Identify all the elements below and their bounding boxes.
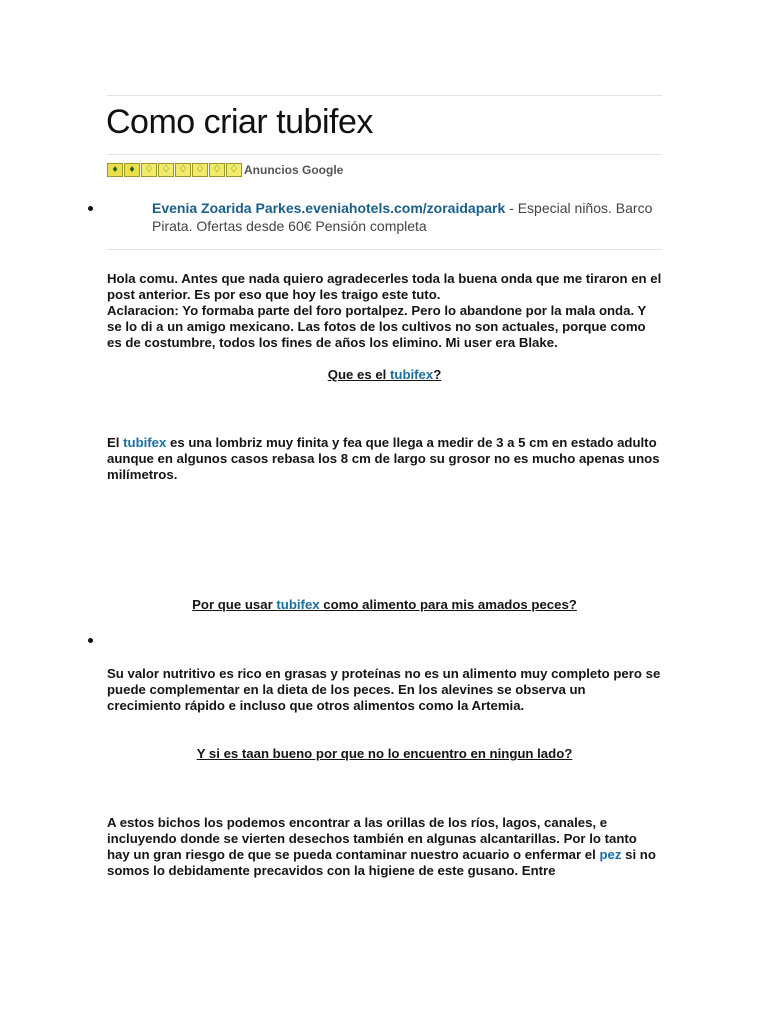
paragraph-3: A estos bichos los podemos encontrar a las orillas de los ríos, lagos, canales, e incluyendo donde se vierten desechos también en algunas alcantarillas. Por lo tanto hay un gran riesgo de que se pueda contaminar nuestro acuario o enfermar el pez si no somos lo debidamente precavidos con la higiene de este gusano. Entre [107, 815, 656, 878]
ad-choice-icon[interactable]: ♢ [226, 163, 242, 177]
ad-link[interactable]: Evenia Zoarida Parkes.eveniahotels.com/zoraidapark [152, 200, 506, 216]
intro-line-2: Aclaracion: Yo formaba parte del foro portalpez. Pero lo abandone por la mala onda. Y se lo di a un amigo mexicano. Las fotos de los cultivos no son actuales, porque como es de costumbre, todos los fines de años los elimino. Mi user era Blake. [107, 303, 647, 350]
page-title: Como criar tubifex [106, 103, 373, 141]
ad-choice-icon[interactable]: ♢ [141, 163, 157, 177]
section-heading-3: Y si es taan bueno por que no lo encuentro en ningun lado? [196, 746, 573, 761]
ad-choice-icon[interactable]: ♢ [209, 163, 225, 177]
ad-choice-icon[interactable]: ♦ [124, 163, 140, 177]
ads-bar [107, 162, 343, 178]
section-heading-2: Por que usar tubifex como alimento para mis amados peces? [192, 597, 577, 612]
section-heading-1: Que es el tubifex? [327, 367, 442, 382]
intro-line-1: Hola comu. Antes que nada quiero agradecerles toda la buena onda que me tiraron en el post anterior. Es por eso que hoy les traigo este tuto. [107, 271, 662, 302]
tubifex-link[interactable]: tubifex [276, 597, 324, 612]
paragraph-1: El tubifex es una lombriz muy finita y fea que llega a medir de 3 a 5 cm en estado adulto aunque en algunos casos rebasa los 8 cm de largo su grosor no es mucho apenas unos milímetros. [107, 435, 660, 482]
tubifex-link[interactable]: tubifex [123, 435, 167, 450]
ad-choice-icon[interactable]: ♢ [192, 163, 208, 177]
ad-choice-icon[interactable]: ♢ [175, 163, 191, 177]
ad-choice-icon[interactable]: ♦ [107, 163, 123, 177]
list-bullet [88, 206, 93, 211]
title-divider [107, 154, 662, 155]
paragraph-2: Su valor nutritivo es rico en grasas y proteínas no es un alimento muy completo pero se puede complementar en la dieta de los peces. En los alevines se observa un crecimiento rápido e incluso que otros alimentos como la Artemia. [107, 666, 661, 713]
tubifex-link[interactable]: tubifex [390, 367, 434, 382]
list-bullet [88, 638, 93, 643]
ad-list-item [152, 199, 662, 235]
top-divider [107, 95, 662, 96]
ads-label[interactable]: Anuncios Google [244, 163, 344, 177]
ad-choice-icon[interactable]: ♢ [158, 163, 174, 177]
ad-description: - Especial niños. Barco Pirata. Ofertas desde 60€ Pensión completa [152, 200, 653, 234]
ads-divider [107, 249, 662, 250]
pez-link[interactable]: pez [599, 847, 622, 862]
intro-paragraph [107, 271, 662, 351]
